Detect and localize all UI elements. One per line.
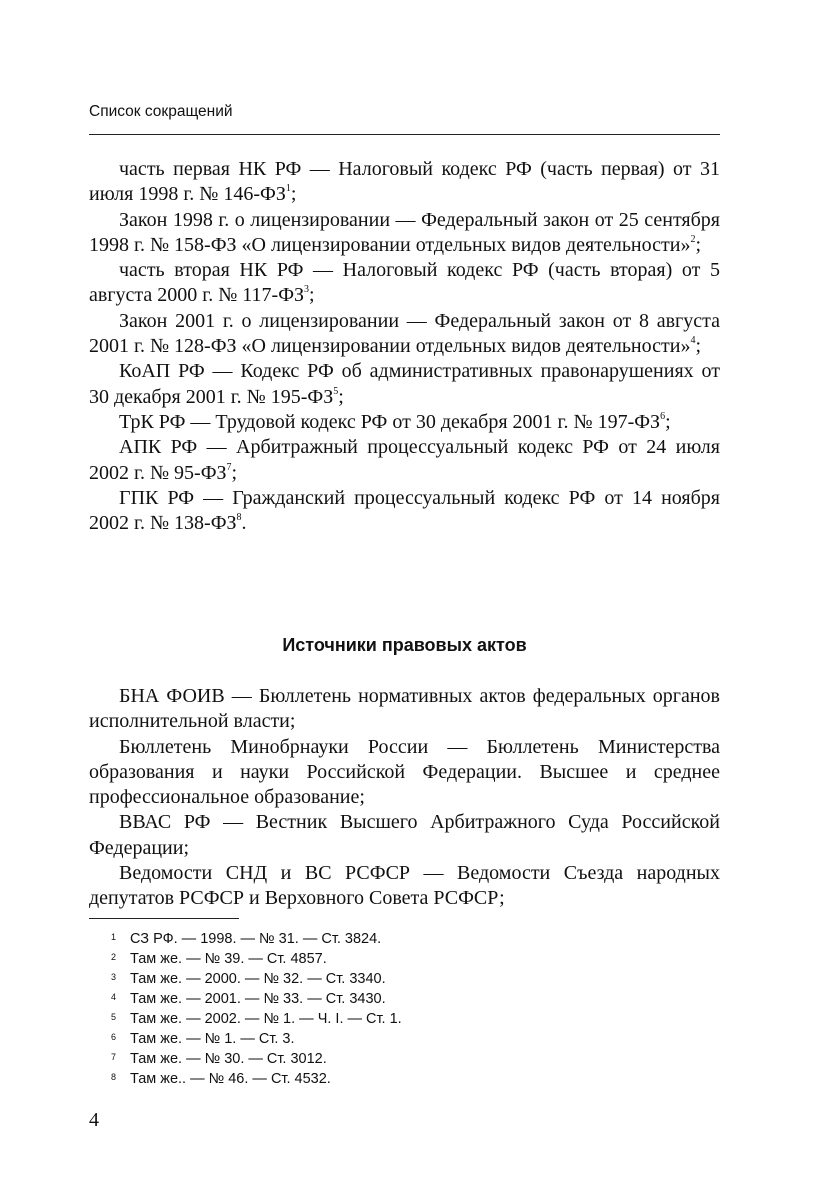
abbreviation-entry [89, 309, 720, 360]
abbreviation-entry [89, 435, 720, 486]
footnote [89, 929, 720, 949]
source-entry: ВВАС РФ — Вестник Высшего Арбитражного Суда Российской Федерации; [89, 811, 720, 859]
footnote-ref: 3 [304, 284, 310, 296]
footnote-ref: 7 [226, 461, 232, 473]
footnote-text: Там же. — 2002. — № 1. — Ч. I. — Ст. 1. [130, 1011, 402, 1027]
footnote-ref: 2 [690, 233, 696, 245]
entry-text: Закон 1998 г. о лицензировании — Федеральный закон от 25 сентября 1998 г. № 158-ФЗ «О лицензировании отдельных видов деятельности» [89, 208, 720, 256]
footnote-text: Там же. — № 39. — Ст. 4857. [130, 951, 327, 967]
entry-punct: . [241, 512, 247, 535]
entry-text: часть вторая НК РФ — Налоговый кодекс РФ (часть вторая) от 5 августа 2000 г. № 117-ФЗ [89, 259, 720, 307]
abbreviation-entry [89, 359, 720, 410]
running-header: Список сокращений [89, 103, 233, 120]
footnote-number: 2 [111, 952, 117, 962]
entry-text: часть первая НК РФ — Налоговый кодекс РФ (часть первая) от 31 июля 1998 г. № 146-ФЗ [89, 158, 720, 206]
footnote-number: 1 [111, 932, 117, 942]
footnote [89, 989, 720, 1009]
footnote-text: Там же. — № 30. — Ст. 3012. [130, 1051, 327, 1067]
footnote-ref: 5 [333, 385, 339, 397]
footnotes [89, 929, 720, 1089]
footnote-number: 3 [111, 972, 117, 982]
footnote-ref: 1 [285, 183, 291, 195]
footnote-text: Там же. — 2000. — № 32. — Ст. 3340. [130, 971, 386, 987]
entry-text: ГПК РФ — Гражданский процессуальный кодекс РФ от 14 ноября 2002 г. № 138-ФЗ [89, 486, 720, 535]
entry-punct: ; [338, 385, 344, 408]
abbreviation-entry [89, 410, 720, 435]
footnote [89, 949, 720, 969]
footnote [89, 1029, 720, 1049]
footnote-text: Там же. — 2001. — № 33. — Ст. 3430. [130, 991, 386, 1007]
entry-punct: ; [665, 410, 671, 433]
footnote-number: 6 [111, 1032, 117, 1042]
page-number: 4 [89, 1109, 99, 1131]
footnote [89, 969, 720, 989]
abbreviations-list [89, 157, 720, 536]
source-entry: Ведомости СНД и ВС РСФСР — Ведомости Съезда народных депутатов РСФСР и Верховного Совета РСФСР; [89, 862, 720, 910]
entry-punct: ; [309, 284, 315, 307]
footnote [89, 1049, 720, 1069]
entry-text: КоАП РФ — Кодекс РФ об административных правонарушениях от 30 декабря 2001 г. № 195-ФЗ [89, 360, 720, 408]
entry-text: АПК РФ — Арбитражный процессуальный кодекс РФ от 24 июля 2002 г. № 95-ФЗ [89, 436, 720, 484]
entry-text: ТрК РФ — Трудовой кодекс РФ от 30 декабря 2001 г. № 197-ФЗ [119, 410, 661, 433]
entry-text: Закон 2001 г. о лицензировании — Федеральный закон от 8 августа 2001 г. № 128-ФЗ «О лицензировании отдельных видов деятельности» [89, 309, 720, 358]
footnote-ref: 4 [690, 335, 696, 347]
entry-punct: ; [290, 183, 297, 206]
abbreviation-entry [89, 208, 720, 259]
abbreviation-entry [89, 157, 720, 208]
source-entry: БНА ФОИВ — Бюллетень нормативных актов федеральных органов исполнительной власти; [89, 685, 720, 733]
abbreviation-entry [89, 258, 720, 309]
footnote-text: СЗ РФ. — 1998. — № 31. — Ст. 3824. [130, 931, 382, 947]
header-rule [89, 134, 720, 135]
sources-list [89, 684, 720, 912]
footnote-text: Там же. — № 1. — Ст. 3. [130, 1031, 295, 1047]
footnote-number: 5 [111, 1012, 117, 1022]
footnote-text: Там же.. — № 46. — Ст. 4532. [130, 1071, 331, 1087]
footnote-ref: 6 [660, 410, 666, 422]
footnote-rule [89, 918, 239, 919]
footnote-ref: 8 [236, 512, 242, 524]
entry-punct: ; [695, 233, 702, 256]
footnote [89, 1009, 720, 1029]
footnote-number: 7 [111, 1052, 117, 1062]
footnote-number: 8 [111, 1072, 117, 1082]
source-entry: Бюллетень Минобрнауки России — Бюллетень Министерства образования и науки Российской Федерации. Высшее и среднее профессиональное образование; [89, 735, 720, 809]
entry-punct: ; [231, 461, 238, 484]
abbreviation-entry [89, 486, 720, 537]
footnote-number: 4 [111, 992, 117, 1002]
entry-punct: ; [695, 335, 702, 358]
footnote [89, 1069, 720, 1089]
section-heading: Источники правовых актов [282, 635, 527, 655]
